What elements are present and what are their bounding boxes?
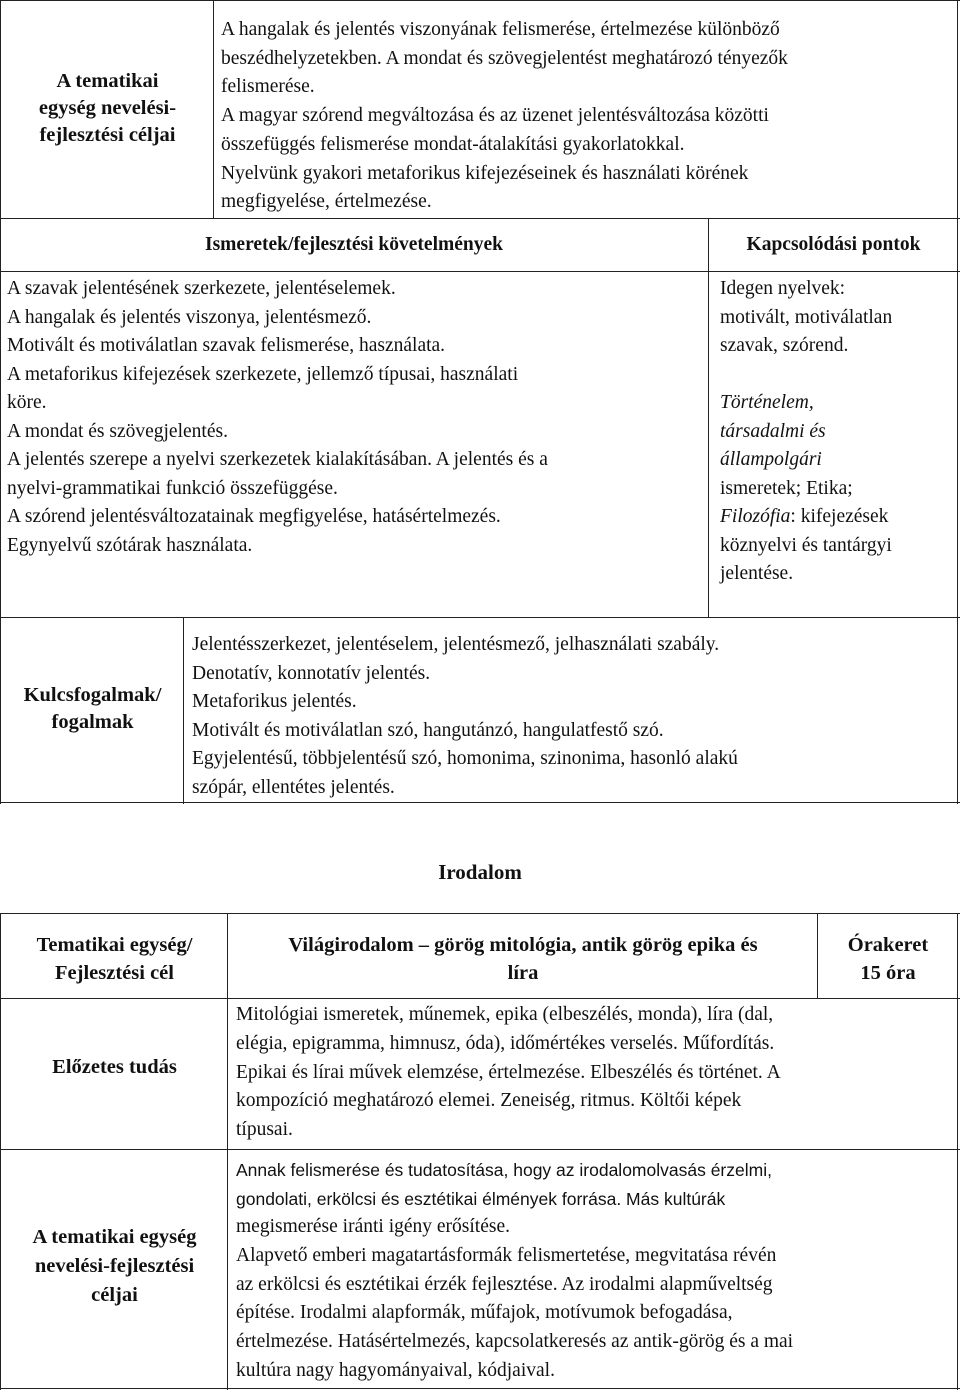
- requirement-line: Egynyelvű szótárak használata.: [7, 534, 253, 556]
- goals-line: Nyelvünk gyakori metaforikus kifejezéseinek és használati körének: [221, 162, 749, 184]
- connection-line: : kifejezések: [790, 506, 889, 527]
- hours-label: Órakeret: [847, 934, 929, 956]
- key-label-line: fogalmak: [51, 711, 134, 733]
- connections-text: [720, 275, 956, 589]
- requirements-header: Ismeretek/fejlesztési követelmények: [205, 234, 503, 255]
- prior-line: elégia, epigramma, himnusz, óda), időmértékes verselés. Műfordítás.: [236, 1032, 775, 1054]
- requirement-line: köre.: [7, 392, 47, 413]
- key-concept-line: szópár, ellentétes jelentés.: [192, 776, 395, 798]
- key-concept-line: Motivált és motiválatlan szó, hangutánzó, hangulatfestő szó.: [192, 719, 664, 741]
- hours-value: 15 óra: [860, 962, 916, 984]
- goals-line: A hangalak és jelentés viszonyának felismerése, értelmezése különböző: [221, 19, 780, 40]
- unit-label-line: Fejlesztési cél: [55, 962, 174, 984]
- connection-subject: Filozófia: [720, 506, 791, 527]
- prior-line: Mitológiai ismeretek, műnemek, epika (elbeszélés, monda), líra (dal,: [236, 1004, 774, 1025]
- table-border-top: [0, 0, 960, 1]
- goals-label: [2, 68, 213, 149]
- connection-line: jelentése.: [720, 563, 794, 584]
- unit-goals-label-line: nevelési-fejlesztési: [34, 1255, 195, 1277]
- unit-label-line: Tematikai egység/: [36, 934, 193, 956]
- requirement-line: nyelvi-grammatikai funkció összefüggése.: [7, 477, 338, 499]
- goals-line: megfigyelése, értelmezése.: [221, 191, 432, 213]
- literature-table: [0, 913, 960, 1390]
- connection-line: motivált, motiválatlan: [720, 306, 893, 328]
- requirement-line: Motivált és motiválatlan szavak felismerése, használata.: [7, 335, 446, 356]
- prior-knowledge-label: Előzetes tudás: [52, 1056, 177, 1078]
- unit-goals-label-line: céljai: [91, 1284, 138, 1306]
- requirement-line: A metaforikus kifejezések szerkezete, jellemző típusai, használati: [7, 363, 519, 385]
- prior-knowledge-text: [236, 1001, 954, 1145]
- table-divider: [0, 617, 960, 618]
- unit-goals-label: [2, 1223, 227, 1310]
- unit-goal-line: gondolati, erkölcsi és esztétikai élmények forrása. Más kultúrák: [236, 1188, 726, 1209]
- table-border-bottom: [0, 1388, 960, 1389]
- unit-title-line: Világirodalom – görög mitológia, antik görög epika és: [288, 934, 758, 956]
- unit-goal-line: értelmezése. Hatásértelmezés, kapcsolatkeresés az antik-görög és a mai: [236, 1331, 794, 1353]
- unit-title-line: líra: [507, 962, 539, 984]
- requirement-line: A szavak jelentésének szerkezete, jelentéselemek.: [7, 278, 396, 299]
- key-concepts-text: [192, 631, 952, 802]
- table-divider: [0, 1149, 960, 1150]
- connection-line: szavak, szórend.: [720, 335, 849, 356]
- prior-line: típusai.: [236, 1119, 293, 1141]
- connection-line: köznyelvi és tantárgyi: [720, 534, 892, 556]
- goals-label-line: A tematikai: [56, 70, 159, 92]
- table-divider: [708, 218, 709, 617]
- requirement-line: A hangalak és jelentés viszonya, jelentésmező.: [7, 306, 372, 328]
- section-title: Irodalom: [438, 860, 522, 884]
- table-divider: [213, 0, 214, 218]
- unit-goals-text: [236, 1156, 954, 1386]
- key-concept-line: Egyjelentésű, többjelentésű szó, homonima, szinonima, hasonló alakú: [192, 748, 738, 769]
- requirements-list: [7, 275, 707, 560]
- table-border-top: [0, 913, 960, 914]
- requirement-line: A jelentés szerepe a nyelvi szerkezetek kialakításában. A jelentés és a: [7, 449, 548, 470]
- unit-goal-line: kultúra nagy hagyományaival, kódjaival.: [236, 1359, 555, 1381]
- table-divider: [227, 913, 228, 1390]
- goals-label-line: egység nevelési-: [38, 97, 177, 119]
- table-divider: [0, 271, 960, 272]
- connection-spacer: [720, 361, 956, 390]
- goals-label-line: fejlesztési céljai: [39, 124, 176, 146]
- unit-goals-label-line: A tematikai egység: [32, 1226, 197, 1248]
- connection-line: Történelem,: [720, 392, 814, 413]
- table-divider: [183, 617, 184, 804]
- key-label-line: Kulcsfogalmak/: [23, 684, 162, 706]
- table-border-right: [957, 0, 958, 804]
- goals-line: felismerése.: [221, 76, 315, 98]
- unit-goal-line: Annak felismerése és tudatosítása, hogy az irodalomolvasás érzelmi,: [236, 1160, 772, 1180]
- key-concept-line: Jelentésszerkezet, jelentéselem, jelentésmező, jelhasználati szabály.: [192, 634, 720, 655]
- connection-line: állampolgári: [720, 449, 822, 470]
- unit-goal-line: megismerése iránti igény erősítése.: [236, 1216, 510, 1237]
- prior-line: Epikai és lírai művek elemzése, értelmezése. Elbeszélés és történet. A: [236, 1061, 781, 1083]
- table-border-right: [957, 913, 958, 1390]
- connection-line: Idegen nyelvek:: [720, 278, 846, 299]
- requirement-line: A szórend jelentésváltozatainak megfigyelése, hatásértelmezés.: [7, 506, 501, 527]
- key-concept-line: Denotatív, konnotatív jelentés.: [192, 662, 431, 684]
- connections-header: Kapcsolódási pontok: [746, 234, 921, 255]
- connection-line: ismeretek; Etika;: [720, 477, 853, 499]
- unit-label: [2, 931, 227, 987]
- goals-line: beszédhelyzetekben. A mondat és szövegjelentést meghatározó tényezők: [221, 47, 788, 69]
- table-border-bottom: [0, 802, 960, 803]
- connection-line: társadalmi és: [720, 420, 826, 442]
- table-divider: [0, 218, 960, 219]
- table-divider: [0, 998, 960, 999]
- goals-line: A magyar szórend megváltozása és az üzenet jelentésváltozása közötti: [221, 105, 769, 127]
- hours-box: [819, 931, 957, 987]
- goals-line: összefüggés felismerése mondat-átalakítási gyakorlatokkal.: [221, 133, 685, 155]
- unit-title: [229, 931, 817, 987]
- goals-text: [221, 16, 953, 217]
- unit-goal-line: építése. Irodalmi alapformák, műfajok, motívumok befogadása,: [236, 1302, 733, 1324]
- unit-goal-line: az erkölcsi és esztétikai érzék fejlesztése. Az irodalmi alapműveltség: [236, 1273, 773, 1295]
- key-concepts-label: [2, 682, 183, 736]
- table-border-left: [0, 913, 1, 1390]
- unit-goal-line: Alapvető emberi magatartásformák felismertetése, megvitatása révén: [236, 1244, 777, 1266]
- requirement-line: A mondat és szövegjelentés.: [7, 420, 228, 442]
- table-border-left: [0, 0, 1, 804]
- prior-line: kompozíció meghatározó elemei. Zeneiség, ritmus. Költői képek: [236, 1090, 742, 1112]
- key-concept-line: Metaforikus jelentés.: [192, 691, 357, 712]
- table-divider: [817, 913, 818, 998]
